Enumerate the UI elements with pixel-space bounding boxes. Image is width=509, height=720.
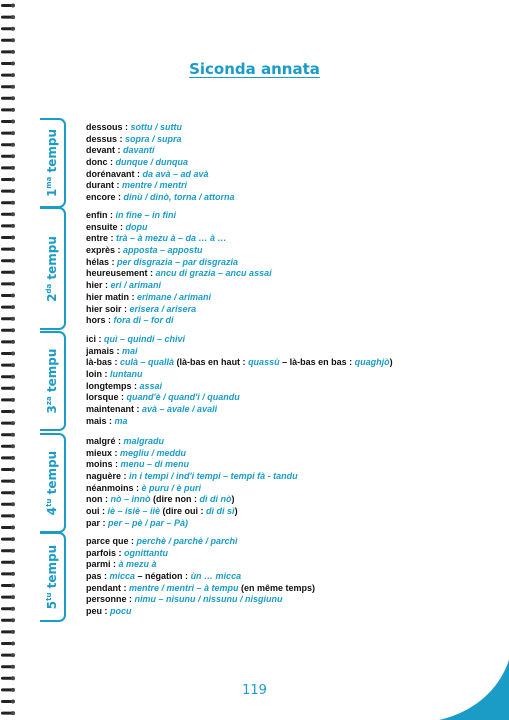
spiral-ring-icon [1, 526, 15, 530]
entry-list [86, 122, 235, 204]
spiral-ring-icon [1, 410, 15, 414]
vocabulary-entry [86, 192, 235, 204]
section-word: tempu [45, 544, 59, 589]
spiral-ring-icon [1, 607, 15, 611]
spiral-ring-icon [1, 375, 15, 379]
spiral-ring-icon [1, 711, 15, 715]
entry-list [86, 210, 272, 327]
spiral-ring-icon [1, 27, 15, 31]
vocabulary-entry [86, 315, 272, 327]
spiral-ring-icon [1, 560, 15, 564]
vocabulary-entry [86, 381, 393, 393]
corsican-translation: quaghjò [354, 357, 390, 368]
spiral-ring-icon [1, 270, 15, 274]
page-number: 119 [242, 683, 267, 698]
vocabulary-entry [86, 416, 393, 428]
corsican-translation: trà – à mezu à – da … à … [116, 233, 227, 244]
french-term: – là-bas en bas : [279, 357, 355, 368]
section-tab-label [45, 236, 59, 302]
vocabulary-entry [86, 257, 272, 269]
spiral-ring-icon [1, 595, 15, 599]
vocabulary-entry [86, 145, 235, 157]
vocabulary-entry [86, 518, 298, 530]
spiral-ring-icon [1, 201, 15, 205]
french-term: peu : [86, 606, 110, 617]
french-term: ensuite : [86, 221, 126, 232]
corsican-translation: mai [122, 345, 138, 356]
vocabulary-entry [86, 594, 315, 606]
french-term: donc : [86, 157, 116, 168]
french-term: encore : [86, 192, 124, 203]
french-term: hélas : [86, 256, 118, 267]
vocabulary-entry [86, 245, 272, 257]
corsican-translation: megliu / meddu [120, 447, 187, 458]
section-ordinal: za [45, 396, 53, 405]
corsican-translation: ancu di grazia – ancu assai [155, 268, 272, 279]
corsican-translation: dunque / dunqua [115, 157, 188, 168]
vocabulary-entry [86, 392, 393, 404]
vocabulary-entry [86, 536, 315, 548]
french-term: parfois : [86, 547, 125, 558]
corsican-translation: assai [139, 380, 163, 391]
french-term: hier soir : [86, 303, 130, 314]
spiral-ring-icon [1, 96, 15, 100]
french-term: heureusement : [86, 268, 156, 279]
vocabulary-entry [86, 436, 298, 448]
french-term: ) [234, 506, 238, 517]
french-term: jamais : [86, 345, 123, 356]
spiral-ring-icon [1, 131, 15, 135]
section-tab [40, 118, 66, 208]
vocabulary-entry [86, 559, 315, 571]
corsican-translation: dopu [125, 221, 148, 232]
french-term: maintenant : [86, 404, 143, 415]
spiral-ring-icon [1, 700, 15, 704]
section-tab [40, 532, 66, 622]
vocabulary-entry [86, 210, 272, 222]
corsican-translation: erimane / arimani [137, 291, 212, 302]
corsican-translation: iè – isiè – iiè [107, 506, 161, 517]
corsican-translation: luntanu [110, 369, 143, 380]
section-tab-label [45, 129, 59, 197]
vocabulary-entry [86, 280, 272, 292]
spiral-ring-icon [1, 444, 15, 448]
section-tab [40, 207, 66, 330]
corsican-translation: quì – quindi – chivi [104, 334, 186, 344]
spiral-ring-icon [1, 352, 15, 356]
spiral-ring-icon [1, 653, 15, 657]
spiral-ring-icon [1, 363, 15, 367]
section-word: tempu [45, 450, 59, 495]
corsican-translation: è puru / è puri [141, 482, 202, 493]
spiral-ring-icon [1, 166, 15, 170]
corsican-translation: per – pè / par – Pà) [108, 517, 189, 528]
spiral-ring-icon [1, 294, 15, 298]
spiral-ring-icon [1, 108, 15, 112]
corsican-translation: in i tempi / ind'i tempi – tempi fà - tandu [129, 471, 298, 482]
spiral-ring-icon [1, 340, 15, 344]
french-term: personne : [86, 594, 135, 605]
vocabulary-entry [86, 404, 393, 416]
vocabulary-entry [86, 334, 393, 346]
french-term: parce que : [86, 536, 137, 546]
french-term: (en même temps) [238, 582, 316, 593]
corsican-translation: culà – quallà [120, 357, 175, 368]
corsican-translation: da avà – ad avà [142, 168, 209, 179]
section-tab [40, 331, 66, 431]
corsican-translation: dì di nò [199, 494, 232, 505]
french-term: dessus : [86, 133, 126, 144]
french-term: longtemps : [86, 380, 140, 391]
spiral-ring-icon [1, 317, 15, 321]
spiral-ring-icon [1, 433, 15, 437]
vocabulary-entry [86, 494, 298, 506]
french-term: malgré : [86, 436, 124, 446]
french-term: lorsque : [86, 392, 127, 403]
french-term: moins : [86, 459, 121, 470]
french-term: non : [86, 494, 111, 505]
corsican-translation: in fine – in fini [115, 210, 176, 220]
section-tab-label [45, 545, 59, 609]
vocabulary-entry [86, 346, 393, 358]
spiral-ring-icon [1, 38, 15, 42]
spiral-ring-icon [1, 456, 15, 460]
spiral-ring-icon [1, 328, 15, 332]
spiral-ring-icon [1, 572, 15, 576]
page-title: Siconda annata [189, 60, 320, 78]
french-term: entre : [86, 233, 117, 244]
entry-list [86, 436, 298, 530]
french-term: (là-bas en haut : [174, 357, 249, 368]
vocabulary-entry [86, 471, 298, 483]
french-term: devant : [86, 145, 124, 156]
french-term: dessous : [86, 122, 131, 132]
corsican-translation: nò – innò [110, 494, 151, 505]
vocabulary-entry [86, 169, 235, 181]
spiral-ring-icon [1, 479, 15, 483]
french-term: mais : [86, 415, 115, 426]
spiral-ring-icon [1, 85, 15, 89]
section-word: tempu [45, 128, 59, 173]
corsican-translation: pocu [110, 606, 132, 617]
vocabulary-entry [86, 233, 272, 245]
section-ordinal: da [45, 283, 53, 294]
french-term: là-bas : [86, 357, 121, 368]
corsican-translation: à mezu à [118, 559, 157, 570]
spiral-ring-icon [1, 212, 15, 216]
corsican-translation: ognittantu [124, 547, 169, 558]
spiral-ring-icon [1, 618, 15, 622]
spiral-ring-icon [1, 642, 15, 646]
vocabulary-entry [86, 304, 272, 316]
french-term: hier : [86, 280, 111, 291]
french-term: enfin : [86, 210, 116, 220]
corsican-translation: nimu – nisunu / nissunu / nisgiunu [134, 594, 283, 605]
section-tab-label [45, 451, 59, 515]
corsican-translation: quand'è / quand'i / quandu [126, 392, 240, 403]
spiral-ring-icon [1, 630, 15, 634]
corsican-translation: eri / arimani [110, 280, 162, 291]
vocabulary-entry [86, 548, 315, 560]
vocabulary-entry [86, 357, 393, 369]
spiral-ring-icon [1, 154, 15, 158]
corsican-translation: erisera / arisera [129, 303, 197, 314]
spiral-ring-icon [1, 398, 15, 402]
corsican-translation: dinù / dinò, torna / attorna [123, 192, 235, 203]
spiral-ring-icon [1, 50, 15, 54]
entry-list [86, 334, 393, 428]
spiral-ring-icon [1, 514, 15, 518]
french-term: néanmoins : [86, 482, 142, 493]
spiral-ring-icon [1, 4, 15, 8]
corsican-translation: avà – avale / avali [142, 404, 218, 415]
spiral-ring-icon [1, 247, 15, 251]
corsican-translation: mentre / mentri [122, 180, 188, 191]
corsican-translation: dì di sì [206, 506, 235, 517]
spiral-ring-icon [1, 386, 15, 390]
vocabulary-entry [86, 571, 315, 583]
section-number: 4 [45, 506, 59, 515]
french-term: naguère : [86, 471, 130, 482]
french-term: hors : [86, 315, 114, 326]
spiral-ring-icon [1, 259, 15, 263]
french-term: oui : [86, 506, 108, 517]
corsican-translation: davanti [123, 145, 155, 156]
spiral-ring-icon [1, 120, 15, 124]
french-term: (dire non : [150, 494, 200, 505]
spiral-ring-icon [1, 224, 15, 228]
section-number: 1 [45, 188, 59, 197]
french-term: dorénavant : [86, 168, 143, 179]
spiral-ring-icon [1, 282, 15, 286]
vocabulary-entry [86, 222, 272, 234]
french-term: par : [86, 517, 109, 528]
corsican-translation: quassù [248, 357, 280, 368]
corsican-translation: mentre / mentri – à tempu [129, 582, 239, 593]
spiral-ring-icon [1, 305, 15, 309]
spiral-ring-icon [1, 665, 15, 669]
section-number: 5 [45, 600, 59, 610]
french-term: loin : [86, 369, 110, 380]
section-number: 2 [45, 293, 59, 302]
corsican-translation: ma [114, 415, 128, 426]
spiral-ring-icon [1, 189, 15, 193]
corsican-translation: micca [109, 571, 136, 582]
vocabulary-entry [86, 483, 298, 495]
spiral-ring-icon [1, 502, 15, 506]
section-ordinal: tu [45, 498, 53, 507]
spiral-ring-icon [1, 537, 15, 541]
french-term: ) [231, 494, 235, 505]
french-term: durant : [86, 180, 122, 191]
spiral-ring-icon [1, 676, 15, 680]
vocabulary-entry [86, 506, 298, 518]
french-term: ) [389, 357, 393, 368]
corsican-translation: apposta – appostu [123, 245, 203, 256]
spiral-ring-icon [1, 15, 15, 19]
spiral-ring-icon [1, 549, 15, 553]
vocabulary-entry [86, 369, 393, 381]
french-term: parmi : [86, 559, 119, 570]
spiral-ring-icon [1, 584, 15, 588]
french-term: ici : [86, 334, 105, 344]
vocabulary-entry [86, 157, 235, 169]
vocabulary-entry [86, 448, 298, 460]
french-term: pendant : [86, 582, 129, 593]
vocabulary-entry [86, 459, 298, 471]
corsican-translation: sopra / supra [125, 133, 182, 144]
corsican-translation: ùn … micca [190, 571, 242, 582]
vocabulary-entry [86, 292, 272, 304]
section-word: tempu [45, 348, 59, 392]
spiral-binding-icon [0, 0, 16, 720]
french-term: – négation : [135, 571, 191, 582]
spiral-ring-icon [1, 178, 15, 182]
section-tab [40, 433, 66, 533]
section-tab-label [45, 348, 59, 413]
spiral-ring-icon [1, 143, 15, 147]
french-term: exprès : [86, 245, 124, 256]
spiral-ring-icon [1, 491, 15, 495]
vocabulary-entry [86, 122, 235, 134]
spiral-ring-icon [1, 421, 15, 425]
french-term: pas : [86, 571, 110, 582]
section-ordinal: ma [45, 176, 53, 189]
vocabulary-entry [86, 583, 315, 595]
section-number: 3 [45, 404, 59, 414]
corsican-translation: menu – di menu [120, 459, 190, 470]
section-ordinal: tu [45, 592, 53, 601]
french-term: (dire oui : [160, 506, 207, 517]
entry-list [86, 536, 315, 618]
corsican-translation: malgradu [123, 436, 165, 446]
corsican-translation: fora di – for di [113, 315, 174, 326]
french-term: mieux : [86, 447, 121, 458]
corsican-translation: sottu / suttu [130, 122, 183, 132]
vocabulary-entry [86, 606, 315, 618]
french-term: hier matin : [86, 291, 138, 302]
spiral-ring-icon [1, 468, 15, 472]
section-word: tempu [45, 235, 59, 280]
corsican-translation: perchè / parchè / parchì [136, 536, 238, 546]
corsican-translation: per disgrazia – par disgrazia [117, 256, 239, 267]
vocabulary-entry [86, 268, 272, 280]
spiral-ring-icon [1, 236, 15, 240]
vocabulary-entry [86, 134, 235, 146]
vocabulary-entry [86, 180, 235, 192]
